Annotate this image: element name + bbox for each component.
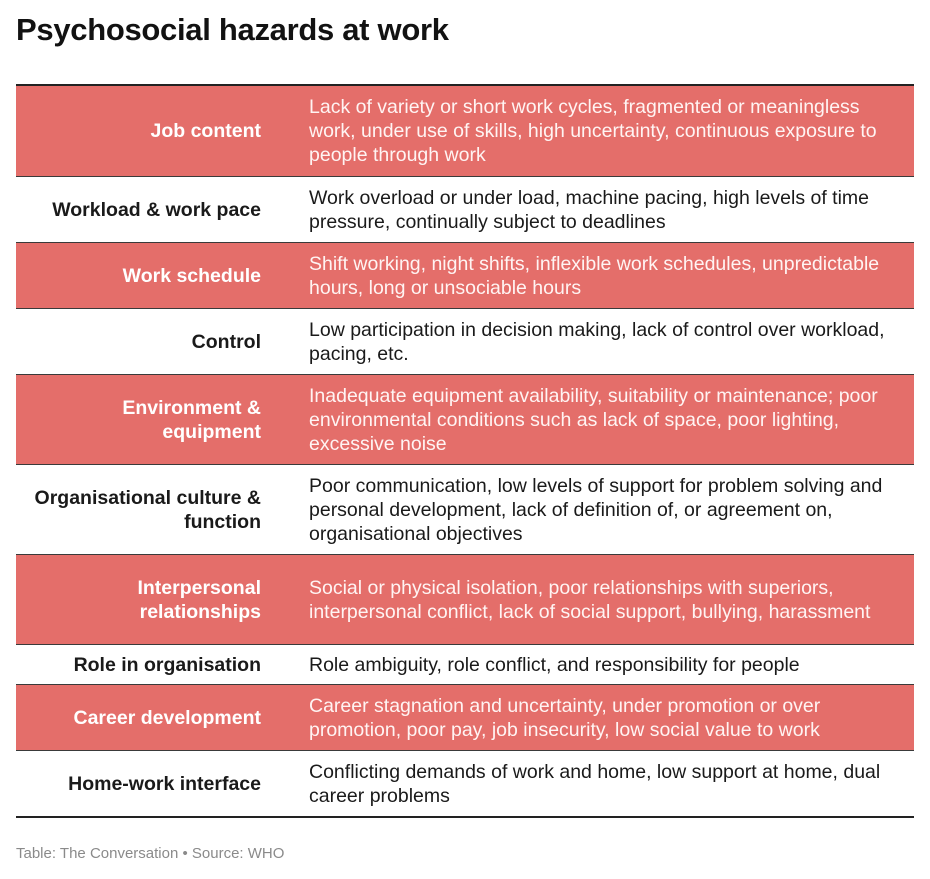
row-category: Environment & equipment <box>122 396 261 443</box>
source-note: Table: The Conversation • Source: WHO <box>16 845 285 862</box>
row-category: Workload & work pace <box>52 198 261 221</box>
table-row-career <box>16 684 914 750</box>
row-description: Role ambiguity, role conflict, and responsibility for people <box>309 653 800 676</box>
row-category: Control <box>191 330 261 353</box>
table-row-home-work <box>16 750 914 816</box>
row-category: Work schedule <box>122 264 261 287</box>
row-description: Conflicting demands of work and home, low support at home, dual career problems <box>309 760 881 807</box>
row-description: Career stagnation and uncertainty, under promotion or over promotion, poor pay, job insecurity, low social value to work <box>309 694 821 741</box>
row-description: Inadequate equipment availability, suitability or maintenance; poor environmental conditions such as lack of space, poor lighting, excessive noise <box>309 384 878 455</box>
row-category: Interpersonal relationships <box>137 576 261 623</box>
hazards-table <box>16 84 914 818</box>
table-row-environment <box>16 374 914 464</box>
row-description: Work overload or under load, machine pacing, high levels of time pressure, continually subject to deadlines <box>309 186 870 233</box>
table-row-control <box>16 308 914 374</box>
row-category: Career development <box>73 706 261 729</box>
row-description: Poor communication, low levels of support for problem solving and personal development, lack of definition of, or agreement on, organisational objectives <box>309 474 883 545</box>
row-description: Low participation in decision making, lack of control over workload, pacing, etc. <box>309 318 885 365</box>
table-row-work-schedule <box>16 242 914 308</box>
table-row-workload <box>16 176 914 242</box>
table-row-interpersonal <box>16 554 914 644</box>
row-category: Organisational culture & function <box>34 486 261 533</box>
row-category: Job content <box>150 120 261 142</box>
table-row-job-content <box>16 86 914 176</box>
row-description: Shift working, night shifts, inflexible work schedules, unpredictable hours, long or unsociable hours <box>309 252 880 299</box>
chart-title: Psychosocial hazards at work <box>16 12 449 47</box>
row-description: Social or physical isolation, poor relationships with superiors, interpersonal conflict, lack of social support, bullying, harassment <box>309 576 871 623</box>
row-category: Role in organisation <box>73 653 261 676</box>
row-category: Home-work interface <box>68 772 261 795</box>
table-row-organisational-culture <box>16 464 914 554</box>
table-row-role <box>16 644 914 684</box>
row-description: Lack of variety or short work cycles, fragmented or meaningless work, under use of skills, high uncertainty, continuous exposure to people through work <box>309 96 877 166</box>
